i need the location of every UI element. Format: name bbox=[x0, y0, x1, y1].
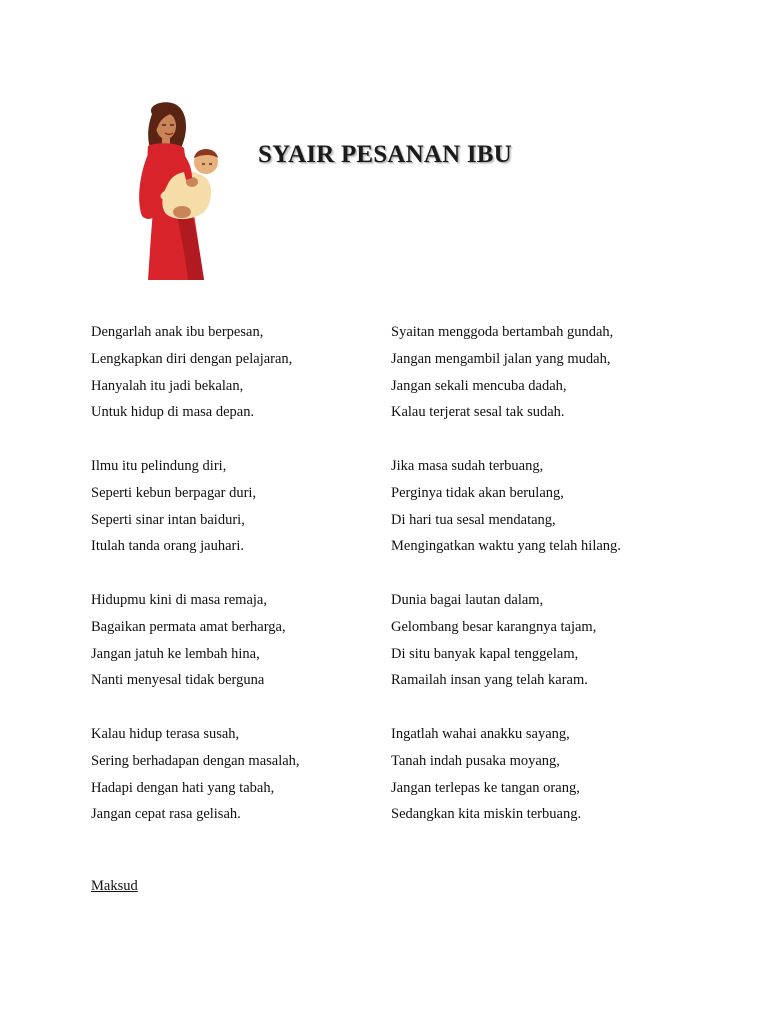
stanza bbox=[91, 319, 300, 453]
poem-line: Jangan jatuh ke lembah hina, bbox=[91, 645, 260, 662]
poem-line: Ramailah insan yang telah karam. bbox=[391, 672, 588, 689]
poem-line: Sering berhadapan dengan masalah, bbox=[91, 752, 300, 769]
poem-line: Ingatlah wahai anakku sayang, bbox=[391, 726, 570, 742]
stanza bbox=[91, 453, 300, 587]
poem-left-column bbox=[91, 319, 300, 855]
stanza bbox=[391, 453, 621, 587]
poem-right-column bbox=[391, 319, 621, 855]
poem-line: Jangan terlepas ke tangan orang, bbox=[391, 779, 580, 796]
stanza bbox=[391, 587, 621, 721]
poem-line: Mengingatkan waktu yang telah hilang. bbox=[391, 538, 621, 555]
stanza bbox=[91, 587, 300, 721]
poem-line: Ilmu itu pelindung diri, bbox=[91, 458, 227, 474]
poem-line: Dunia bagai lautan dalam, bbox=[391, 592, 544, 608]
poem-line: Untuk hidup di masa depan. bbox=[91, 404, 255, 421]
poem-line: Hadapi dengan hati yang tabah, bbox=[91, 779, 275, 796]
section-heading-maksud: Maksud bbox=[91, 878, 138, 894]
poem-line: Hanyalah itu jadi bekalan, bbox=[91, 377, 244, 394]
poem-line: Perginya tidak akan berulang, bbox=[391, 484, 564, 501]
poem-line: Itulah tanda orang jauhari. bbox=[91, 538, 244, 555]
stanza bbox=[391, 721, 621, 855]
poem-line: Di hari tua sesal mendatang, bbox=[391, 511, 556, 528]
poem-line: Jangan cepat rasa gelisah. bbox=[91, 806, 241, 823]
poem-line: Bagaikan permata amat berharga, bbox=[91, 618, 286, 635]
poem-line: Gelombang besar karangnya tajam, bbox=[391, 618, 597, 635]
poem-line: Dengarlah anak ibu berpesan, bbox=[91, 324, 264, 340]
stanza bbox=[91, 721, 300, 855]
mother-holding-baby-icon bbox=[122, 100, 234, 284]
poem-line: Di situ banyak kapal tenggelam, bbox=[391, 645, 579, 662]
poem-line: Hidupmu kini di masa remaja, bbox=[91, 592, 267, 608]
poem-line: Sedangkan kita miskin terbuang. bbox=[391, 806, 582, 823]
poem-line: Nanti menyesal tidak berguna bbox=[91, 672, 265, 689]
poem-line: Seperti kebun berpagar duri, bbox=[91, 484, 257, 501]
poem-line: Kalau terjerat sesal tak sudah. bbox=[391, 404, 565, 421]
page-title: SYAIR PESANAN IBU bbox=[258, 141, 512, 168]
poem-line: Jangan sekali mencuba dadah, bbox=[391, 377, 567, 394]
poem-line: Tanah indah pusaka moyang, bbox=[391, 752, 560, 769]
poem-line: Lengkapkan diri dengan pelajaran, bbox=[91, 350, 293, 367]
poem-line: Jika masa sudah terbuang, bbox=[391, 458, 544, 474]
poem-line: Jangan mengambil jalan yang mudah, bbox=[391, 350, 611, 367]
poem-line: Seperti sinar intan baiduri, bbox=[91, 511, 245, 528]
poem-line: Kalau hidup terasa susah, bbox=[91, 726, 240, 742]
poem-line: Syaitan menggoda bertambah gundah, bbox=[391, 324, 614, 340]
stanza bbox=[391, 319, 621, 453]
